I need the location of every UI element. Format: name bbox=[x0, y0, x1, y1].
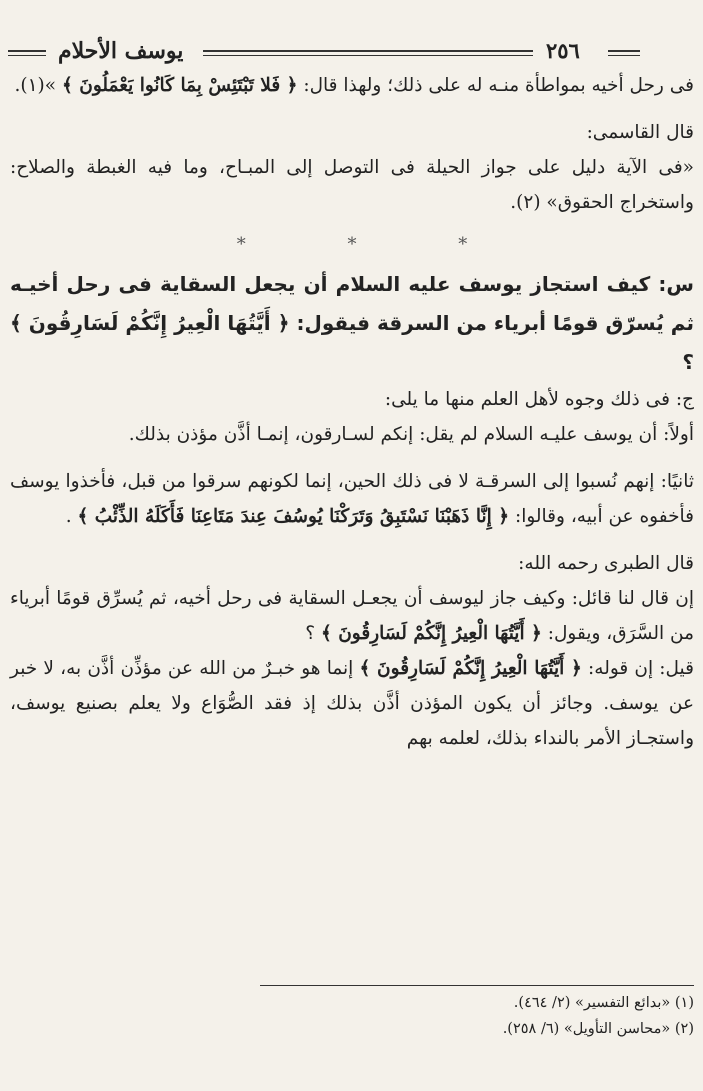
tabari-question bbox=[10, 581, 694, 651]
paragraph-continued bbox=[10, 68, 694, 103]
quran-verse: ﴿ أَيَّتُهَا الْعِيرُ إِنَّكُمْ لَسَارِقُونَ ﴾ bbox=[359, 658, 582, 679]
header-rule-right bbox=[608, 50, 640, 56]
qasimi-label: قال القاسمى: bbox=[586, 122, 694, 143]
footnote-1: (١) «بدائع التفسير» (٢/ ٤٦٤). bbox=[513, 995, 694, 1011]
answer-intro: ج: فى ذلك وجوه لأهل العلم منها ما يلى: bbox=[384, 389, 694, 410]
question-text: س: كيف استجاز يوسف عليه السلام أن يجعل السقاية فى رحل أخيـه ثم يُسرّق قومًا أبرياء من السرقة فيقول: bbox=[10, 272, 694, 335]
footnote-divider bbox=[260, 985, 694, 986]
quran-verse: ﴿ أَيَّتُهَا الْعِيرُ إِنَّكُمْ لَسَارِقُونَ ﴾ bbox=[10, 311, 290, 335]
tabari-label: قال الطبرى رحمه الله: bbox=[518, 553, 694, 574]
quran-verse: ﴿ إِنَّا ذَهَبْنَا نَسْتَبِقُ وَتَرَكْنَا يُوسُفَ عِندَ مَتَاعِنَا فَأَكَلَهُ الذِّئْبُ ﴾ bbox=[77, 506, 510, 527]
footnote-2: (٢) «محاسن التأويل» (٦/ ٢٥٨). bbox=[502, 1021, 694, 1037]
section-separator bbox=[10, 234, 694, 255]
page-number: ٢٥٦ bbox=[546, 38, 580, 63]
first-point: أولاً: أن يوسف عليـه السلام لم يقل: إنكم لسـارقون، إنمـا أذَّن مؤذن بذلك. bbox=[128, 424, 694, 445]
text-span: إنما هو خبـرٌ من الله عن مؤذِّن أذَّن به، لا خبر عن يوسف. وجائز أن يكون المؤذن أذَّن بذلك إذ فقد الصُّوَاع ولا يعلم بصنيع يوسف، واستجـاز الأمر بالنداء بذلك، لعلمه بهم bbox=[10, 658, 694, 749]
quran-verse: ﴿ أَيَّتُهَا الْعِيرُ إِنَّكُمْ لَسَارِقُونَ ﴾ bbox=[320, 623, 542, 644]
question-mark: ؟ bbox=[682, 350, 694, 374]
question-heading bbox=[10, 265, 694, 382]
footnotes bbox=[10, 990, 694, 1042]
stars-text: * * * bbox=[236, 234, 516, 255]
text-span: ثانيًا: إنهم نُسبوا إلى السرقـة لا فى ذلك الحين، إنما لكونهم سرقوا من قبل، فأخذوا يوسف فأخفوه عن أبيه، وقالوا: bbox=[10, 471, 694, 527]
text-span: إن قال لنا قائل: وكيف جاز ليوسف أن يجعـل السقاية فى رحل أخيه، ثم يُسرِّق قومًا أبرياء من السَّرَق، ويقول: bbox=[10, 588, 694, 644]
tabari-answer bbox=[10, 651, 694, 756]
quran-verse: ﴿ فَلا تَبْتَئِسْ بِمَا كَانُوا يَعْمَلُونَ ﴾ bbox=[61, 75, 298, 96]
qasimi-quote: «فى الآية دليل على جواز الحيلة فى التوصل إلى المبـاح، وما فيه الغبطة والصلاح: واستخراج الحقوق» (٢). bbox=[10, 157, 694, 213]
header-rule-left bbox=[8, 50, 46, 56]
text-span: . bbox=[65, 506, 78, 527]
footnote-ref: »(١). bbox=[14, 75, 62, 96]
text-span: ؟ bbox=[305, 623, 321, 644]
page-body bbox=[10, 68, 694, 756]
page-header bbox=[8, 38, 695, 66]
text-span: فى رحل أخيه بمواطأة منـه له على ذلك؛ ولهذا قال: bbox=[297, 75, 694, 96]
second-point bbox=[10, 464, 694, 534]
book-title: يوسف الأحلام bbox=[58, 38, 184, 64]
text-span: قيل: إن قوله: bbox=[581, 658, 694, 679]
header-rule-middle bbox=[203, 50, 533, 56]
